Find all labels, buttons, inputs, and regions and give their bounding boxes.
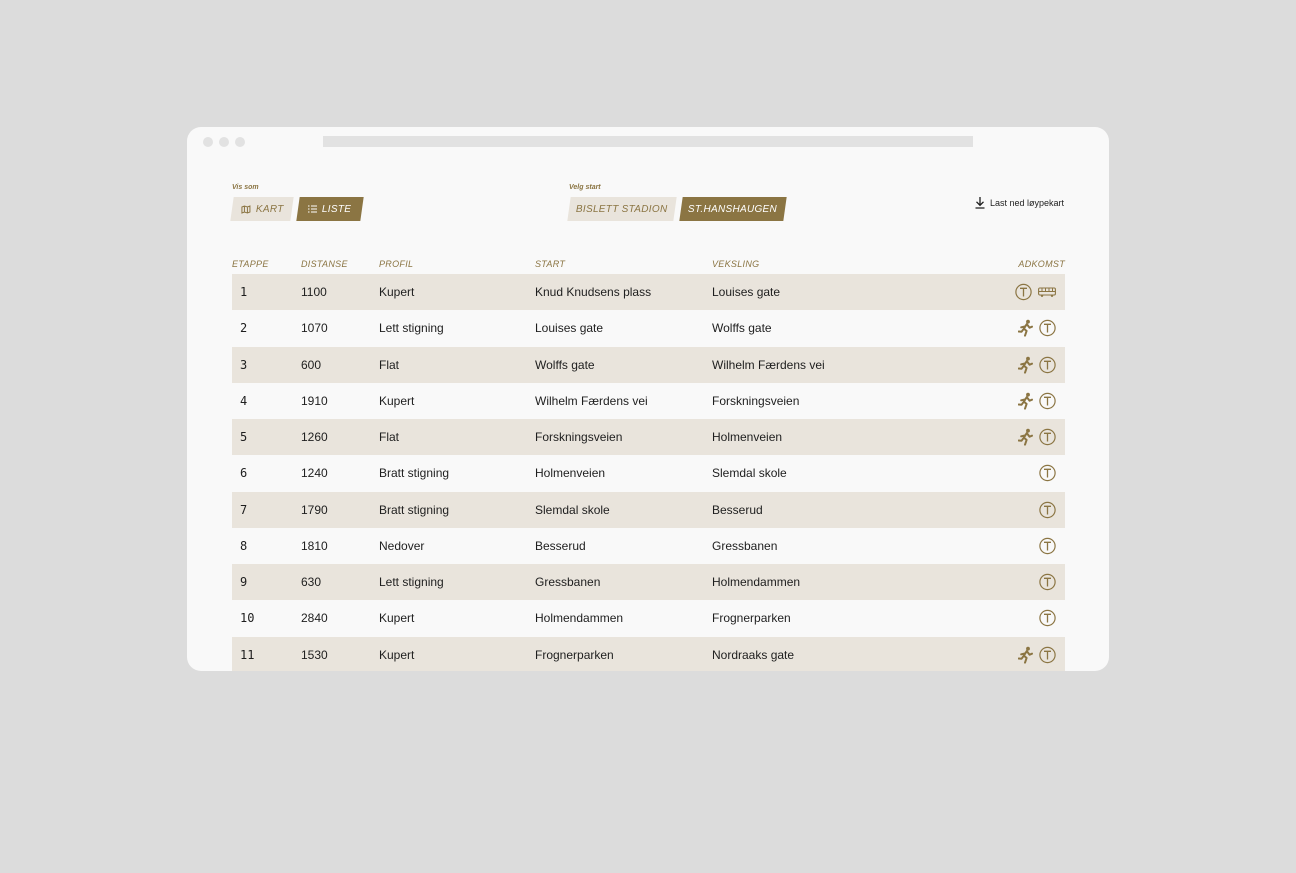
list-view-button[interactable]: [296, 197, 363, 221]
start-cell: Holmenveien: [535, 466, 606, 481]
col-profil: PROFIL: [379, 259, 414, 269]
map-view-label: KART: [255, 203, 284, 215]
start-cell: Gressbanen: [535, 575, 601, 590]
metro-icon: [1039, 537, 1056, 554]
distanse-cell: 2840: [301, 611, 328, 626]
profil-cell: Kupert: [379, 611, 415, 626]
veksling-cell: Nordraaks gate: [712, 647, 795, 662]
distanse-cell: 1790: [301, 502, 328, 517]
start-select-label: Velg start: [569, 184, 601, 191]
adkomst-cell: [1018, 356, 1056, 373]
table-row[interactable]: [232, 274, 1065, 310]
start-bislett-label: BISLETT STADION: [576, 203, 668, 215]
adkomst-cell: [1039, 574, 1056, 591]
view-toggle-label: Vis som: [232, 184, 259, 191]
etappe-cell: 10: [240, 611, 255, 626]
adkomst-cell: [1039, 465, 1056, 482]
browser-window: [187, 127, 1109, 671]
veksling-cell: Holmenveien: [712, 430, 783, 445]
adkomst-cell: [1039, 610, 1056, 627]
adkomst-cell: [1039, 501, 1056, 518]
distanse-cell: 1100: [301, 285, 327, 300]
start-cell: Wolffs gate: [535, 357, 595, 372]
start-cell: Louises gate: [535, 321, 604, 336]
metro-icon: [1015, 284, 1032, 301]
etappe-cell: 9: [240, 575, 248, 590]
download-map-link[interactable]: [975, 197, 1064, 209]
window-close-dot[interactable]: [203, 137, 213, 147]
profil-cell: Kupert: [379, 393, 415, 408]
col-veksling: VEKSLING: [712, 259, 760, 269]
veksling-cell: Wilhelm Færdens vei: [712, 357, 825, 372]
adkomst-cell: [1018, 320, 1056, 337]
runner-icon: [1018, 429, 1033, 446]
profil-cell: Bratt stigning: [379, 466, 450, 481]
table-row[interactable]: [232, 528, 1065, 564]
veksling-cell: Louises gate: [712, 285, 781, 300]
table-row[interactable]: [232, 564, 1065, 600]
veksling-cell: Holmendammen: [712, 575, 801, 590]
list-icon: [308, 205, 317, 213]
runner-icon: [1018, 320, 1033, 337]
veksling-cell: Frognerparken: [712, 611, 791, 626]
runner-icon: [1018, 392, 1033, 409]
distanse-cell: 1810: [301, 538, 328, 553]
start-cell: Wilhelm Færdens vei: [535, 393, 648, 408]
adkomst-cell: [1039, 537, 1056, 554]
veksling-cell: Besserud: [712, 502, 763, 517]
col-start: START: [535, 259, 566, 269]
adkomst-cell: [1015, 284, 1056, 301]
start-cell: Besserud: [535, 538, 586, 553]
col-etappe: ETAPPE: [232, 259, 269, 269]
table-row[interactable]: [232, 383, 1065, 419]
start-cell: Frognerparken: [535, 647, 614, 662]
start-hanshaugen-label: ST.HANSHAUGEN: [688, 203, 778, 215]
metro-icon: [1039, 646, 1056, 663]
table-row[interactable]: [232, 455, 1065, 491]
map-view-button[interactable]: [230, 197, 293, 221]
table-row[interactable]: [232, 347, 1065, 383]
etappe-cell: 4: [240, 393, 248, 408]
distanse-cell: 600: [301, 357, 322, 372]
table-row[interactable]: [232, 492, 1065, 528]
runner-icon: [1018, 356, 1033, 373]
download-icon: [975, 197, 985, 209]
profil-cell: Bratt stigning: [379, 502, 450, 517]
distanse-cell: 1910: [301, 393, 328, 408]
table-row[interactable]: [232, 419, 1065, 455]
etappe-cell: 1: [240, 285, 248, 300]
profil-cell: Kupert: [379, 647, 415, 662]
table-header: [232, 257, 1065, 271]
etappe-cell: 7: [240, 502, 248, 517]
veksling-cell: Wolffs gate: [712, 321, 772, 336]
address-bar[interactable]: [323, 136, 973, 147]
metro-icon: [1039, 392, 1056, 409]
profil-cell: Nedover: [379, 538, 425, 553]
table-row[interactable]: [232, 637, 1065, 672]
start-cell: Holmendammen: [535, 611, 624, 626]
distanse-cell: 1260: [301, 430, 328, 445]
bus-icon: [1038, 287, 1056, 298]
metro-icon: [1039, 610, 1056, 627]
metro-icon: [1039, 465, 1056, 482]
metro-icon: [1039, 574, 1056, 591]
etappe-cell: 2: [240, 321, 248, 336]
download-label: Last ned løypekart: [989, 198, 1064, 208]
profil-cell: Lett stigning: [379, 321, 444, 336]
distanse-cell: 630: [301, 575, 322, 590]
metro-icon: [1039, 429, 1056, 446]
start-hanshaugen-button[interactable]: [679, 197, 786, 221]
adkomst-cell: [1018, 646, 1056, 663]
start-bislett-button[interactable]: [567, 197, 676, 221]
window-minimize-dot[interactable]: [219, 137, 229, 147]
distanse-cell: 1240: [301, 466, 328, 481]
adkomst-cell: [1018, 392, 1056, 409]
window-maximize-dot[interactable]: [235, 137, 245, 147]
col-adkomst: ADKOMST: [1018, 259, 1065, 269]
veksling-cell: Slemdal skole: [712, 466, 787, 481]
etappe-cell: 6: [240, 466, 248, 481]
etappe-cell: 11: [240, 647, 255, 662]
etappe-cell: 8: [240, 538, 248, 553]
runner-icon: [1018, 646, 1033, 663]
profil-cell: Flat: [379, 357, 400, 372]
profil-cell: Lett stigning: [379, 575, 444, 590]
start-cell: Slemdal skole: [535, 502, 610, 517]
veksling-cell: Gressbanen: [712, 538, 778, 553]
metro-icon: [1039, 320, 1056, 337]
map-icon: [241, 205, 251, 214]
stage-table: [232, 274, 1065, 671]
etappe-cell: 3: [240, 357, 248, 372]
profil-cell: Flat: [379, 430, 400, 445]
etappe-cell: 5: [240, 430, 248, 445]
col-distanse: DISTANSE: [301, 259, 348, 269]
profil-cell: Kupert: [379, 285, 415, 300]
table-row[interactable]: [232, 600, 1065, 636]
list-view-label: LISTE: [322, 203, 352, 215]
table-row[interactable]: [232, 310, 1065, 346]
distanse-cell: 1070: [301, 321, 328, 336]
start-cell: Forskningsveien: [535, 430, 623, 445]
veksling-cell: Forskningsveien: [712, 393, 800, 408]
distanse-cell: 1530: [301, 647, 328, 662]
adkomst-cell: [1018, 429, 1056, 446]
metro-icon: [1039, 501, 1056, 518]
start-cell: Knud Knudsens plass: [535, 285, 652, 300]
metro-icon: [1039, 356, 1056, 373]
